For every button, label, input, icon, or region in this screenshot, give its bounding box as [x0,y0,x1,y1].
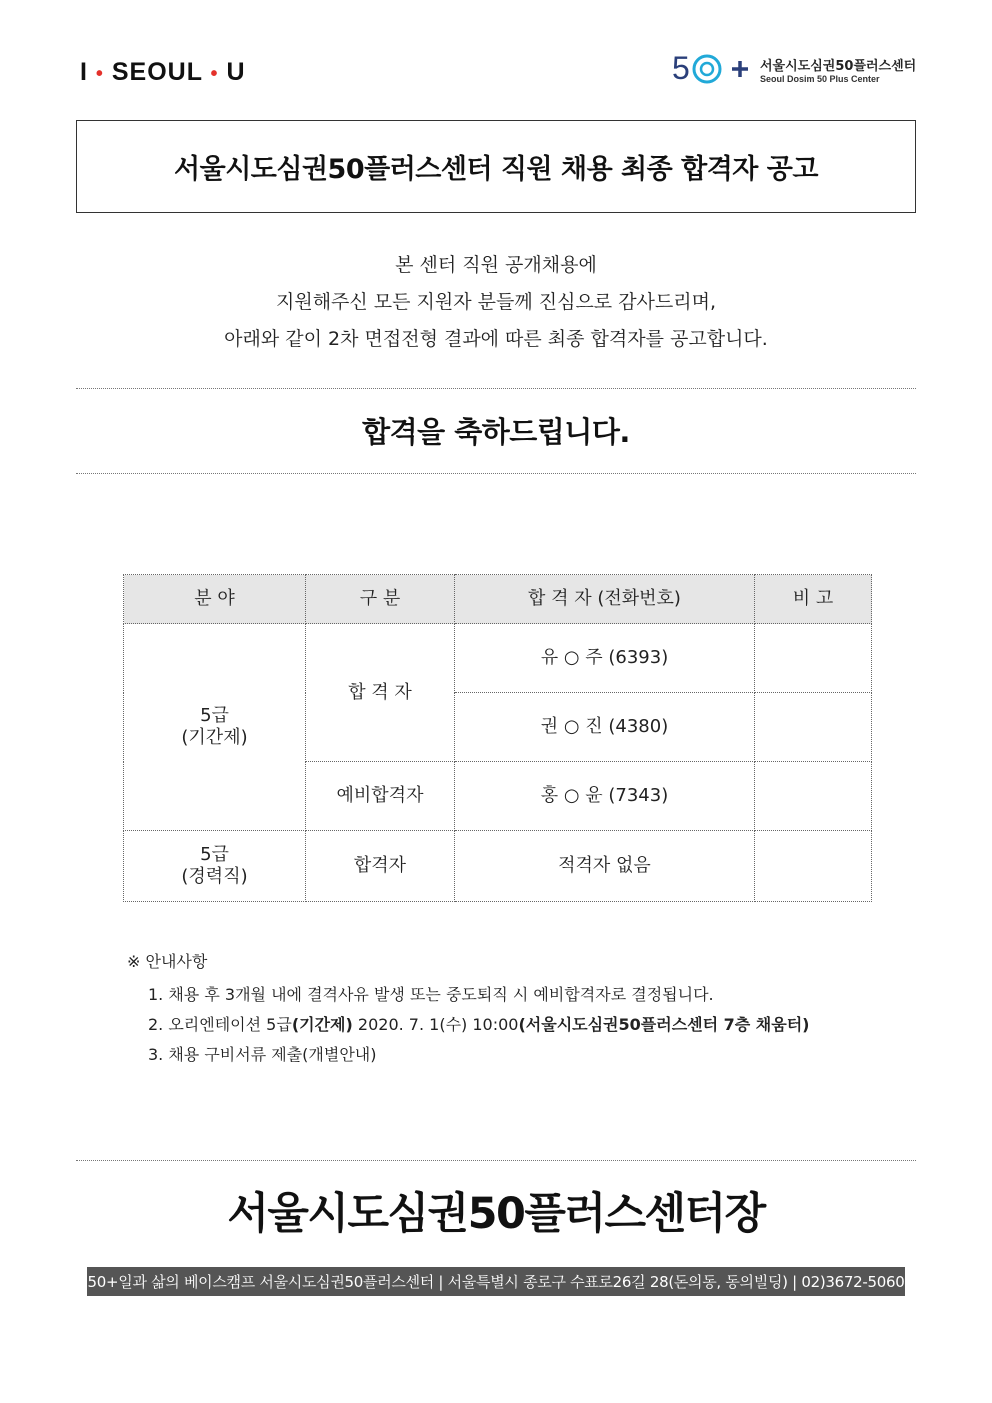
header-field: 분 야 [124,575,306,624]
logo-name-en: Seoul Dosim 50 Plus Center [760,74,880,84]
note-cell [755,693,872,762]
field-type: (경력직) [181,866,248,887]
intro-line-1: 본 센터 직원 공개채용에 [395,254,597,276]
field-grade: 5급 [200,844,229,865]
divider-top [76,388,916,389]
center-logo [672,50,922,90]
divider-bottom [76,1160,916,1161]
logo-dot-1: • [95,63,104,85]
note-item-2-datetime: 2020. 7. 1(수) 10:00 [352,1015,519,1034]
logo-dot-2: • [210,63,219,85]
signature: 서울시도심권50플러스센터장 [227,1189,765,1239]
applicant-cell: 권 ○ 진 (4380) [455,693,755,762]
field-cell-career [124,831,306,902]
logo-left-seoul: SEOUL [111,58,203,86]
applicant-cell: 홍 ○ 윤 (7343) [455,762,755,831]
logo-name-ko: 서울시도심권50플러스센터 [760,59,917,74]
note-cell [755,624,872,693]
note-item-3: 3. 채용 구비서류 제출(개별안내) [148,1045,377,1064]
applicant-cell: 적격자 없음 [455,831,755,902]
notes-heading: ※ 안내사항 [127,952,208,971]
footer-bar [87,1267,905,1296]
header-note: 비 고 [755,575,872,624]
logo-left-i: I [80,58,88,86]
field-cell-contract [124,624,306,831]
note-item-2-prefix: 2. 오리엔테이션 5급 [148,1015,292,1034]
table-row [124,831,872,902]
page-title: 서울시도심권50플러스센터 직원 채용 최종 합격자 공고 [174,154,818,185]
notes-section [127,950,809,1070]
note-cell [755,831,872,902]
results-table [123,574,872,902]
category-pass: 합 격 자 [306,624,455,762]
category-pass: 합격자 [306,831,455,902]
field-grade: 5급 [200,705,229,726]
footer-text: 50+일과 삶의 베이스캠프 서울시도심권50플러스센터 | 서울특별시 종로구 수표로26길 28(돈의동, 동의빌딩) | 02)3672-5060 [87,1273,905,1291]
intro-line-3: 아래와 같이 2차 면접전형 결과에 따른 최종 합격자를 공고합니다. [224,328,768,350]
field-type: (기간제) [181,727,248,748]
header-category: 구 분 [306,575,455,624]
logo-50-number: 5 [672,50,690,86]
note-item-1: 1. 채용 후 3개월 내에 결격사유 발생 또는 중도퇴직 시 예비합격자로 결정됩니다. [148,985,714,1004]
category-reserve: 예비합격자 [306,762,455,831]
table-header-row [124,575,872,624]
title-box [76,120,916,213]
table-row [124,624,872,693]
note-item-2-bold-type: (기간제) [291,1015,353,1034]
header-applicant: 합 격 자 (전화번호) [455,575,755,624]
intro-line-2: 지원해주신 모든 지원자 분들께 진심으로 감사드리며, [275,291,717,313]
logo-left-u: U [226,58,246,86]
note-item-2 [127,1010,809,1040]
applicant-cell: 유 ○ 주 (6393) [455,624,755,693]
note-item-2-bold-location: (서울시도심권50플러스센터 7층 채움터) [518,1015,810,1034]
note-cell [755,762,872,831]
congrats-heading: 합격을 축하드립니다. [362,415,630,449]
intro-text [76,247,916,358]
logo-ring-icon [690,51,770,91]
i-seoul-u-logo [80,58,246,87]
divider-mid [76,473,916,474]
